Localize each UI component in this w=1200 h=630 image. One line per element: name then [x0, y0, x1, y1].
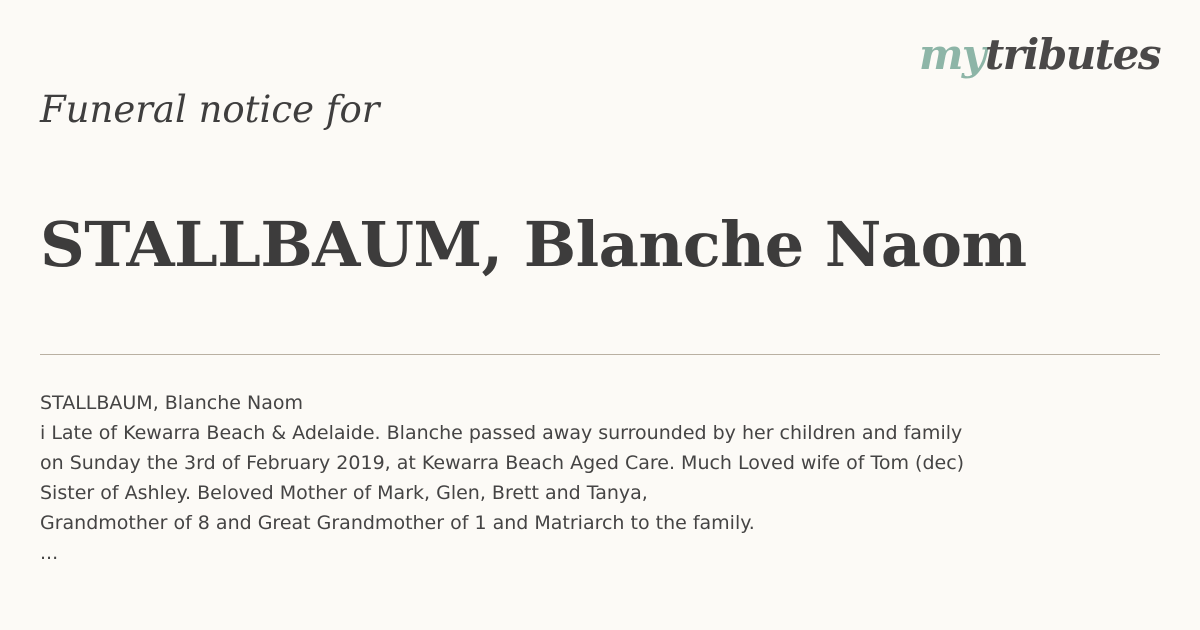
notice-body [40, 388, 1160, 568]
deceased-name-heading: STALLBAUM, Blanche Naom [40, 208, 1027, 281]
notice-line: Sister of Ashley. Beloved Mother of Mark, Glen, Brett and Tanya, [40, 482, 648, 504]
notice-line: on Sunday the 3rd of February 2019, at Kewarra Beach Aged Care. Much Loved wife of Tom (dec) [40, 452, 965, 474]
logo-tributes-text: tributes [984, 30, 1160, 79]
funeral-notice-kicker: Funeral notice for [40, 88, 380, 131]
section-divider [40, 354, 1160, 355]
notice-line: Grandmother of 8 and Great Grandmother of 1 and Matriarch to the family. [40, 512, 755, 534]
notice-line: i Late of Kewarra Beach & Adelaide. Blanche passed away surrounded by her children and family [40, 422, 963, 444]
mytributes-logo[interactable] [918, 30, 1160, 79]
notice-line: STALLBAUM, Blanche Naom [40, 392, 303, 414]
notice-ellipsis: ... [40, 542, 59, 564]
logo-my-text: my [918, 30, 985, 79]
